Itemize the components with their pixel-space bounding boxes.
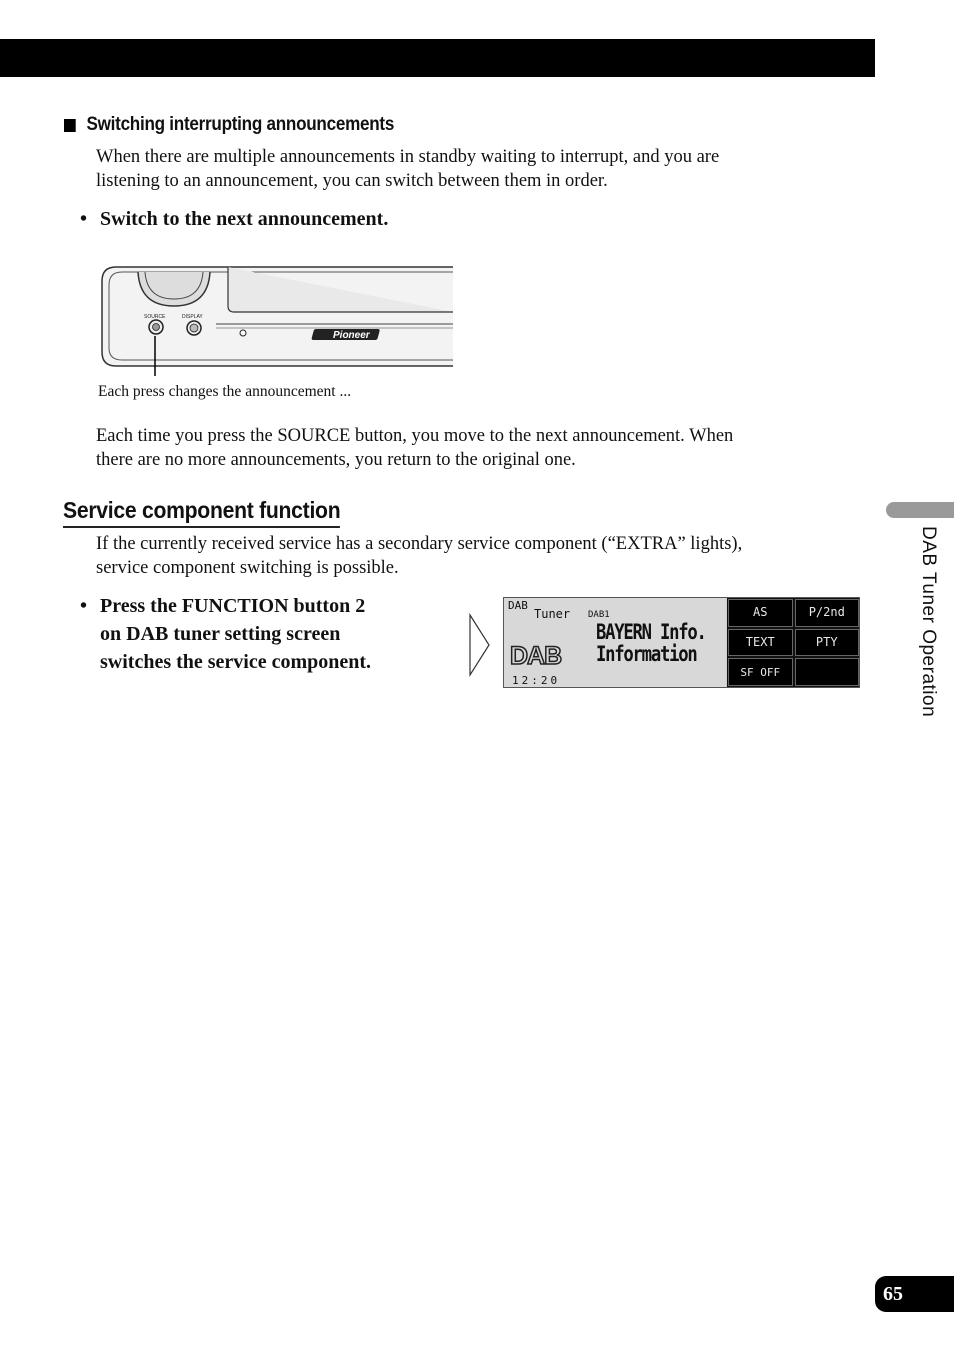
illustration-caption: Each press changes the announcement ...: [98, 383, 352, 400]
side-tab-label: DAB Tuner Operation: [918, 526, 939, 718]
tuner-display-screen: [503, 597, 860, 688]
preset-indicator: DAB1: [588, 610, 610, 620]
menu-pty-button[interactable]: PTY: [795, 629, 860, 657]
body-paragraph: Each time you press the SOURCE button, you move to the next announcement. When there are no more announcements, you return to the original one.: [96, 426, 734, 470]
subsection-heading: Switching interrupting announcements: [64, 114, 394, 136]
menu-p2nd-button[interactable]: P/2nd: [795, 599, 860, 627]
menu-sf-off-button[interactable]: SF OFF: [728, 658, 793, 686]
display-label: DISPLAY: [182, 314, 203, 320]
display-info-area: [504, 598, 726, 687]
service-instruction-bullet: • Press the FUNCTION button 2 on DAB tuner setting screen switches the service component.: [80, 595, 372, 673]
instruction-bullet: • Switch to the next announcement.: [80, 208, 389, 230]
side-tab-marker: [886, 502, 954, 518]
component-label: Information: [596, 642, 697, 666]
square-bullet-icon: [64, 119, 76, 132]
function-menu: [727, 598, 860, 687]
clock-display: 12:20: [512, 674, 561, 687]
service-intro-paragraph: If the currently received service has a secondary service component (“EXTRA” lights), service component switching is possible.: [96, 534, 743, 578]
header-bar: [0, 39, 875, 77]
source-label: SOURCE: [144, 314, 166, 320]
section-heading: Service component function: [63, 497, 340, 528]
intro-paragraph: When there are multiple announcements in standby waiting to interrupt, and you are listening to an announcement, you can switch between them in order.: [96, 147, 720, 191]
band-indicator: DAB: [508, 599, 528, 612]
menu-text-button[interactable]: TEXT: [728, 629, 793, 657]
mode-indicator: Tuner: [534, 607, 571, 621]
dab-logo: DAB: [510, 642, 562, 670]
arrow-right-icon: [468, 613, 492, 677]
brand-logo: Pioneer: [333, 330, 370, 341]
menu-as-button[interactable]: AS: [728, 599, 793, 627]
page-number: 65: [875, 1276, 954, 1312]
menu-empty-slot: [795, 658, 860, 686]
head-unit-illustration: [98, 266, 453, 376]
service-label: BAYERN Info.: [596, 620, 706, 644]
